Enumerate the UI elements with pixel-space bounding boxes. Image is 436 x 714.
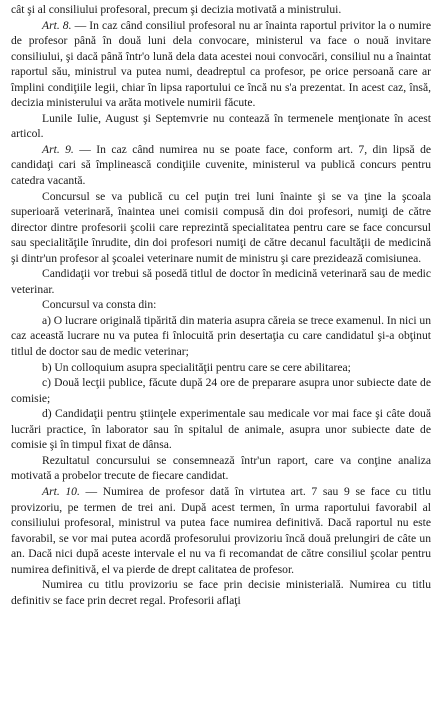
list-item-a: a) O lucrare originală tipărită din materia asupra căreia se trece examenul. In nici un caz această lucrare nu va putea fi înlocuită prin desertaţia cu care candidatul şi-a obţinut titlul de doctor sau de medic veterinar; <box>11 313 431 359</box>
paragraph-art-10: Art. 10. — Numirea de profesor dată în virtutea art. 7 sau 9 se face cu titlu provizoriu, pe termen de trei ani. După acest termen, în urma raportului favorabil al consiliului profesoral, ministrul va putea face numirea definitivă. Dacă raportul nu este favorabil, se vor mai putea acordă profesorului provizoriu încă două prelungiri de câte un an. Dacă nici după aceste intervale el nu va fi recomandat de către consiliul şcolar pentru numirea definitivă, el va pierde de drept calitatea de profesor. <box>11 484 432 576</box>
paragraph-art-9: Art. 9. — In caz când numirea nu se poate face, conform art. 7, din lipsă de candidaţi cari să împlinească condiţiile cuvenite, ministerul va publică concurs pentru catedra vacantă. <box>11 142 432 188</box>
paragraph-contest-publication: Concursul se va publică cu cel puţin trei luni înainte şi se va ţine la şcoala superioară veterinară, înaintea unei comisii compusă din doi profesori, numiţi de către director dintre profesorii şcolii care reprezintă specialitatea pentru care se face concursul sau specialităţile înrudite, din doi profesori numiţi de către decanul facultăţii de medicină şi dintr'un profesor al şcoalei veterinare numit de ministru şi care prezidează comisiunea. <box>11 189 431 265</box>
article-number: Art. 9. <box>42 142 74 156</box>
list-item-c: c) Două lecţii publice, făcute după 24 ore de preparare asupra unor subiecte date de comisie; <box>11 376 431 405</box>
paragraph-candidate-requirements: Candidaţii vor trebui să posedă titlul de doctor în medicină veterinară sau de medic veterinar. <box>11 267 431 296</box>
paragraph-contest-result: Rezultatul concursului se consemnează într'un raport, care va conţine analiza motivată a probelor trecute de fiecare candidat. <box>11 453 431 483</box>
article-number: Art. 10. <box>42 484 80 498</box>
paragraph-appointment-decision: Numirea cu titlu provizoriu se face prin decisie ministerială. Numirea cu titlu definitiv se face prin decret regal. Profesorii aflaţi <box>11 578 431 607</box>
list-item-d: d) Candidaţii pentru ştiinţele experimentale sau medicale vor mai face şi câte două lucrări practice, în laborator sau în spitalul de animale, asupra unor subiecte date de comisie şi în timpul fixat de dânsa. <box>11 407 431 452</box>
paragraph-continuation: cât şi al consiliului profesoral, precum şi decizia motivată a ministrului. <box>11 3 342 16</box>
article-number: Art. 8. <box>42 18 72 32</box>
paragraph-contest-intro: Concursul va consta din: <box>42 298 157 312</box>
paragraph-term-note: Lunile Iulie, August şi Septemvrie nu contează în termenele menţionate în acest articol. <box>11 111 431 141</box>
paragraph-art-8: Art. 8. — In caz când consiliul profesoral nu ar înainta raportul privitor la o numire de profesor până în două luni dela convocare, ministerul va face o nouă invitare consiliului, şi dacă până într'o lună dela data acestei noui convocări, consiliul nu a înaintat raportul său, ministrul va putea numi, deadreptul ca profesor, pe orice persoană care ar împlini condiţiile legii, chiar în lipsa raportului ce încă nu s'a prezentat. In acest caz, însă, decizia ministerului va arăta motivele numirii făcute. <box>11 18 431 110</box>
list-item-b: b) Un colloquium asupra specialităţii pentru care se cere abilitarea; <box>42 360 351 374</box>
